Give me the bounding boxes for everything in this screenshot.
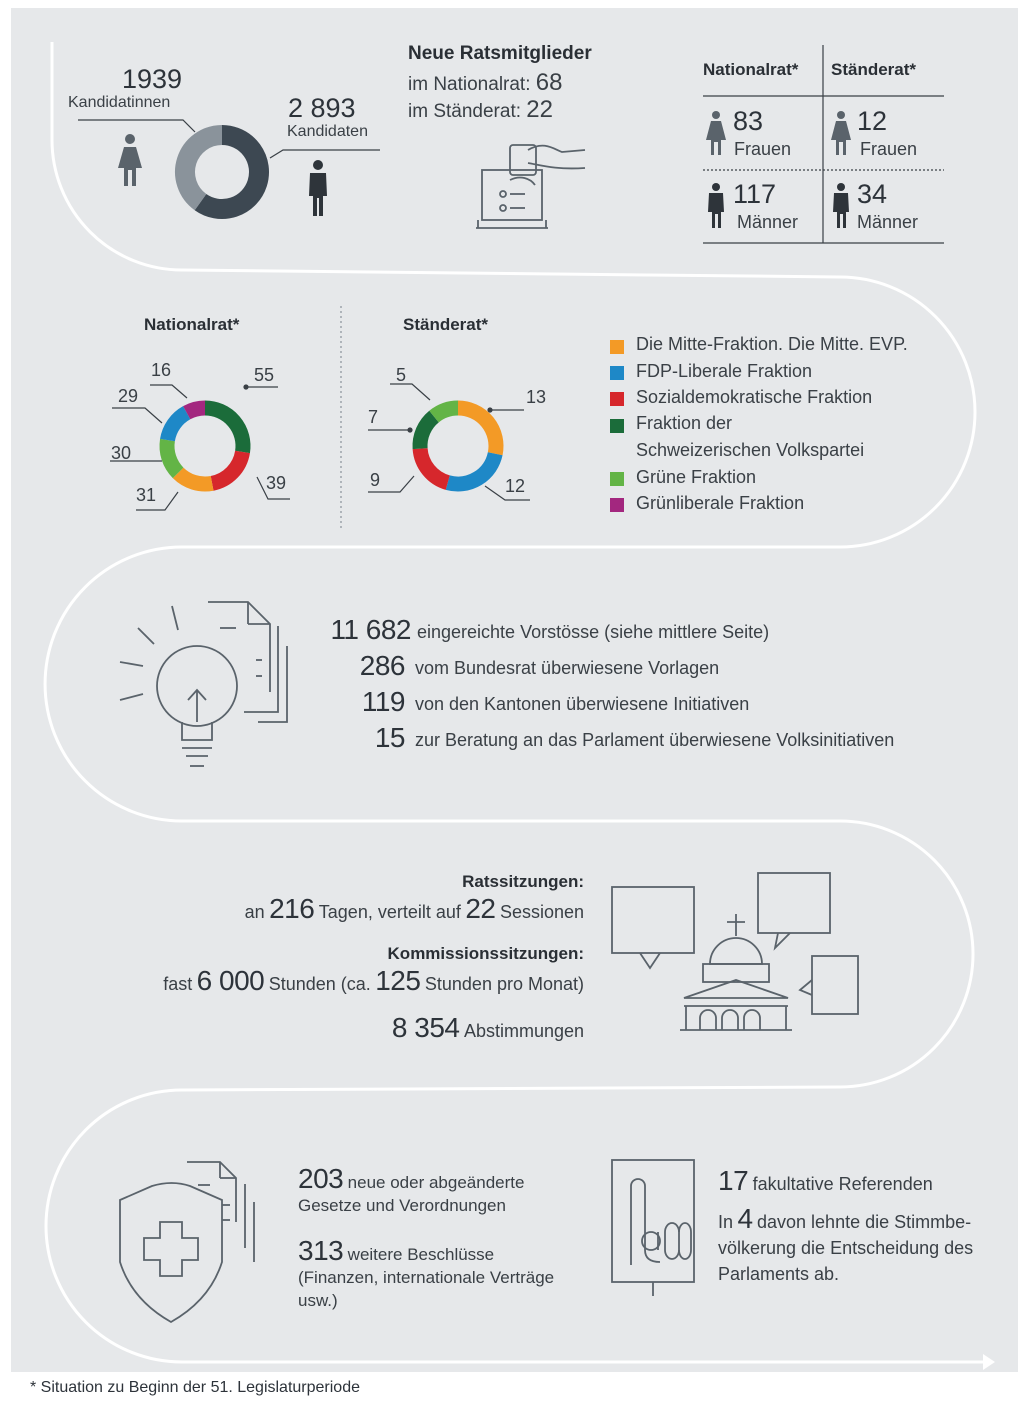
legend-swatch-gruene [610, 472, 624, 486]
legend-swatch-fdp [610, 366, 624, 380]
candidates-women-segment [185, 135, 222, 202]
raised-hand-icon [612, 1160, 694, 1296]
legend-swatch-mitte [610, 340, 624, 354]
stat-text-vorstoesse: eingereichte Vorstösse (siehe mittlere Seite) [417, 622, 770, 642]
shield-documents-icon [120, 1162, 254, 1322]
staenderat-donut [420, 408, 496, 484]
legend-label-fdp: FDP-Liberale Fraktion [636, 361, 813, 381]
rejected-block: In 4 davon lehnte die Stimmbe-völkerung die Entscheidung des Parlaments ab. [718, 1203, 974, 1284]
women-candidates-count: 1939 [122, 64, 183, 94]
stat-text-volksinitiativen: zur Beratung an das Parlament überwiesene Volksinitiativen [415, 730, 895, 750]
legend-swatch-svp [610, 419, 624, 433]
nr-label-sp: 39 [266, 473, 287, 493]
parliament-building-icon [612, 873, 858, 1030]
nr-label-gruene: 30 [111, 443, 132, 463]
staenderat-donut-title: Ständerat* [403, 315, 489, 334]
nationalrat-donut [167, 408, 243, 484]
ratssitzungen-title: Ratssitzungen: [462, 872, 584, 891]
sr-label-gruene: 5 [396, 365, 407, 385]
woman-icon [118, 134, 142, 186]
nr-slice-gruene [167, 440, 178, 473]
sr-label-mitte: 13 [526, 387, 547, 407]
women-candidates-label: Kandidatinnen [68, 94, 171, 111]
new-members-nr-value: 68 [535, 69, 563, 96]
nr-slice-sp [212, 452, 242, 483]
legend-swatch-glp [610, 498, 624, 512]
new-members-sr-value: 22 [526, 96, 553, 123]
nr-slice-fdp [167, 413, 186, 440]
sr-women-label: Frauen [860, 139, 918, 159]
nr-men-count: 117 [733, 179, 777, 209]
abstimmungen-line: 8 354 Abstimmungen [391, 1012, 584, 1043]
kommissionssitzungen-title: Kommissionssitzungen: [387, 944, 584, 963]
ballot-box-icon [476, 145, 585, 228]
nationalrat-donut-title: Nationalrat* [144, 315, 240, 334]
sr-slice-svp [420, 417, 434, 449]
candidates-donut [185, 135, 259, 209]
stat-num-initiativen: 119 [361, 686, 405, 717]
men-candidates-label: Kandidaten [287, 123, 368, 140]
sr-men-label: Männer [857, 212, 919, 232]
decisions-block: 313 weitere Beschlüsse (Finanzen, internationale Verträge usw.) [298, 1235, 555, 1310]
sr-women-count: 12 [857, 106, 888, 136]
legend-label-gruene: Grüne Fraktion [636, 467, 757, 487]
new-members-title: Neue Ratsmitglieder [408, 43, 592, 64]
nr-label-mitte: 31 [136, 485, 157, 505]
sr-slice-mitte [458, 408, 496, 454]
sr-label-fdp: 12 [505, 476, 526, 496]
table-header-staenderat: Ständerat* [831, 60, 917, 79]
nr-slice-svp [205, 408, 243, 452]
stat-text-vorlagen: vom Bundesrat überwiesene Vorlagen [415, 658, 720, 678]
nr-women-label: Frauen [734, 139, 792, 159]
legend-label-svp: Fraktion der [636, 413, 733, 433]
men-candidates-count: 2 893 [288, 93, 356, 123]
stat-num-vorstoesse: 11 682 [330, 614, 411, 645]
legend-label-mitte: Die Mitte-Fraktion. Die Mitte. EVP. [636, 334, 908, 354]
nr-label-svp: 55 [254, 365, 275, 385]
stat-text-initiativen: von den Kantonen überwiesene Initiativen [415, 694, 750, 714]
legend-label-sp: Sozialdemokratische Fraktion [636, 387, 873, 407]
man-icon [309, 160, 327, 216]
sr-label-sp: 9 [370, 470, 381, 490]
new-members-nr [408, 69, 562, 97]
footnote: * Situation zu Beginn der 51. Legislaturperiode [30, 1379, 360, 1396]
nr-slice-mitte [178, 473, 212, 484]
arrow-head-icon [983, 1354, 995, 1370]
new-members-sr [408, 96, 553, 124]
legend-label-glp: Grünliberale Fraktion [636, 493, 805, 513]
legend-swatch-sp [610, 392, 624, 406]
sr-men-count: 34 [857, 179, 888, 209]
table-header-nationalrat: Nationalrat* [703, 60, 799, 79]
sr-slice-fdp [448, 454, 495, 484]
stat-num-volksinitiativen: 15 [374, 722, 405, 753]
nr-slice-glp [187, 408, 205, 413]
legend-label-svp-cont: Schweizerischen Volkspartei [636, 440, 865, 460]
new-members-sr-label: im Ständerat: [408, 101, 521, 122]
new-members-nr-label: im Nationalrat: [408, 74, 531, 95]
stat-num-vorlagen: 286 [359, 650, 405, 681]
nr-label-fdp: 29 [118, 386, 139, 406]
sr-label-svp: 7 [368, 407, 379, 427]
kommissionssitzungen-line: fast 6 000 Stunden (ca. 125 Stunden pro Monat) [163, 965, 584, 996]
sr-slice-gruene [434, 408, 458, 417]
nr-men-label: Männer [737, 212, 799, 232]
nr-women-count: 83 [733, 106, 764, 136]
sr-slice-sp [420, 449, 448, 483]
ratssitzungen-line: an 216 Tagen, verteilt auf 22 Sessionen [244, 893, 584, 924]
referenden-line: 17 fakultative Referenden [718, 1165, 933, 1196]
nr-label-glp: 16 [151, 360, 172, 380]
laws-block: 203 neue oder abgeänderte Gesetze und Verordnungen [298, 1163, 525, 1215]
